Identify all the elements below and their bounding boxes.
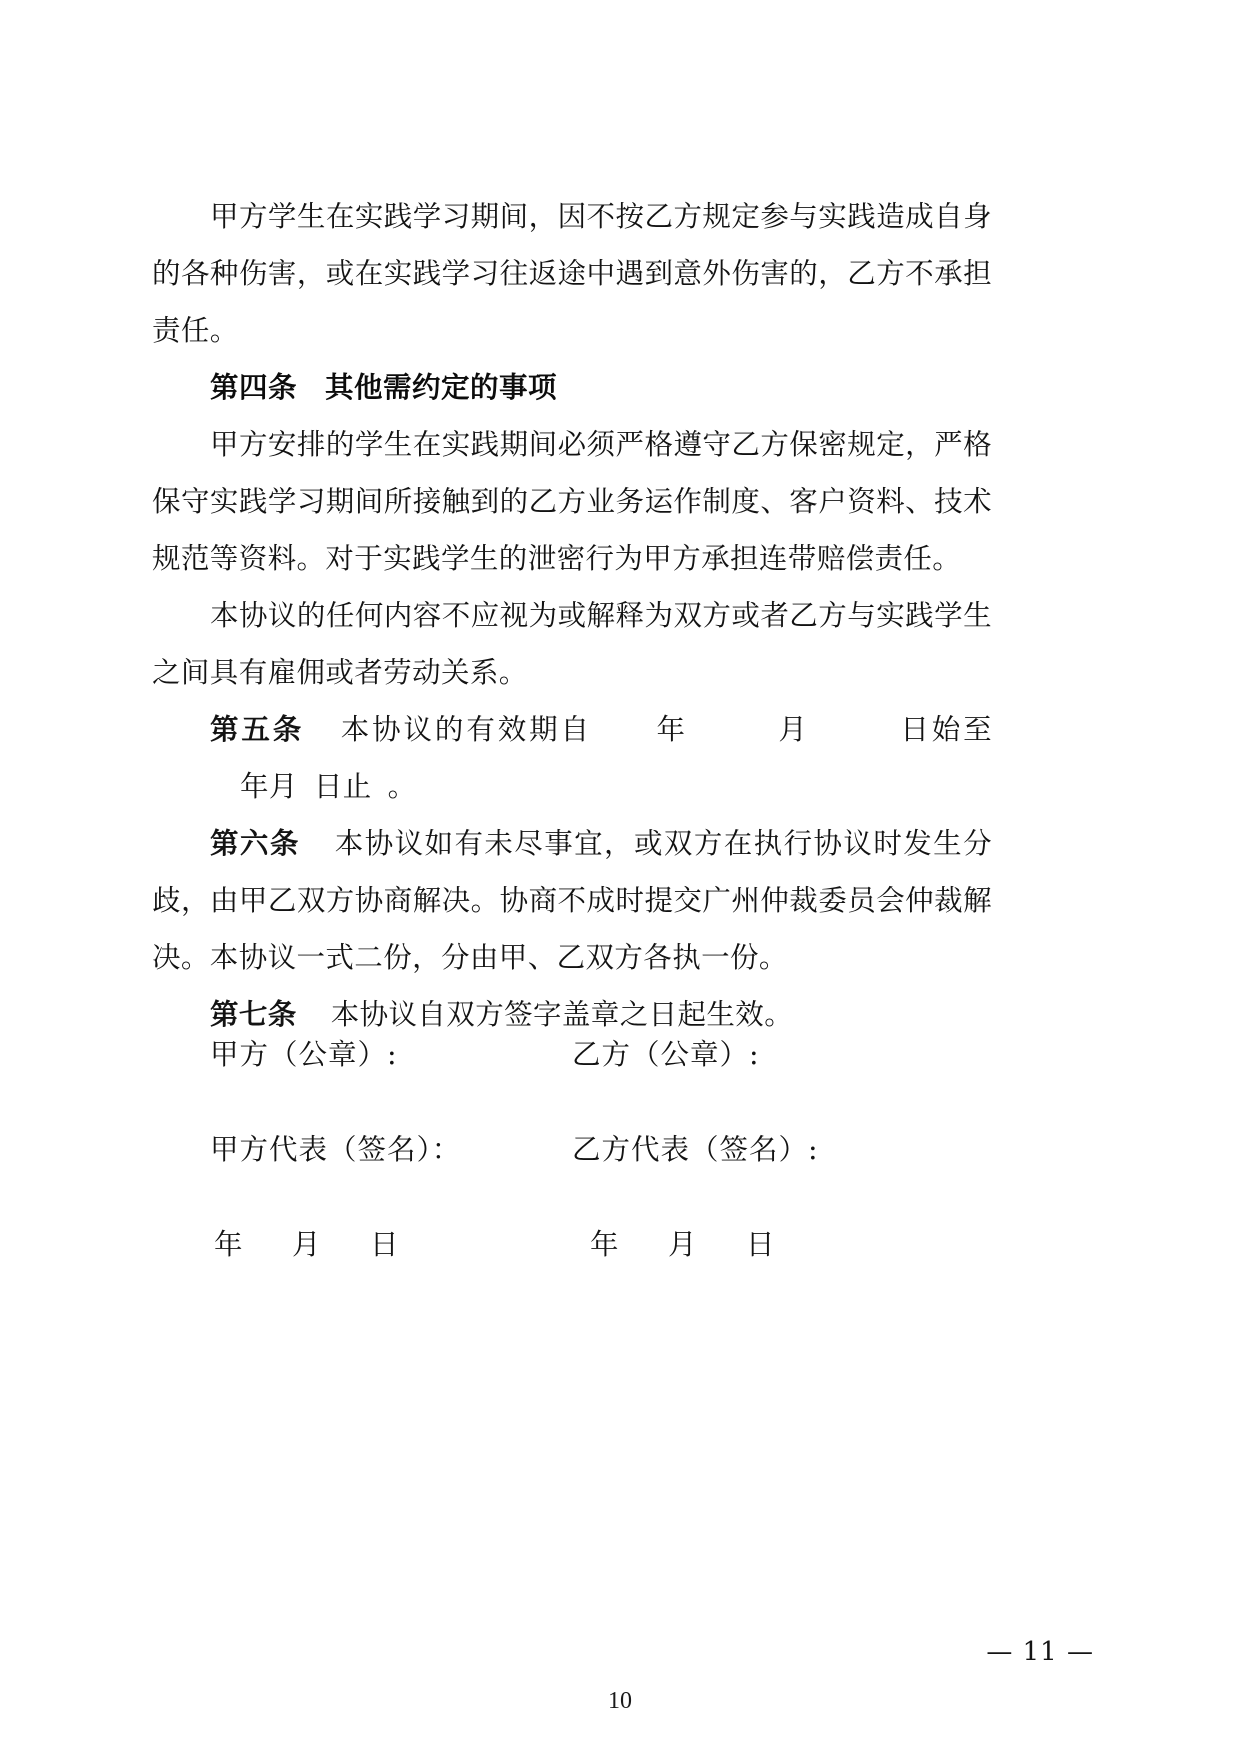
document-body	[152, 188, 992, 1043]
clause-five-month-1: 月	[775, 713, 810, 746]
section-heading-title: 其他需约定的事项	[325, 370, 558, 404]
party-a-seal-label: 甲方（公章）:	[210, 1038, 398, 1071]
signature-row-representatives	[152, 1121, 992, 1178]
party-a-date-line	[152, 1216, 572, 1273]
signature-row-dates	[152, 1216, 992, 1273]
clause-five-day-1: 日始至	[897, 713, 993, 746]
party-a-date-month: 月	[292, 1228, 321, 1261]
signature-block	[152, 1026, 992, 1273]
paragraph-no-employment: 本协议的任何内容不应视为或解释为双方或者乙方与实践学生之间具有雇佣或者劳动关系。	[152, 599, 992, 689]
clause-five-day-2: 日止	[313, 770, 372, 803]
party-b-date-day: 日	[746, 1228, 775, 1261]
clause-six-label: 第六条	[210, 826, 300, 860]
paragraph-injury-liability: 甲方学生在实践学习期间，因不按乙方规定参与实践造成自身的各种伤害，或在实践学习往返途中遇到意外伤害的，乙方不承担责任。	[152, 200, 992, 347]
clause-five-year-1: 年	[653, 713, 688, 746]
party-b-representative-label: 乙方代表（签名）:	[572, 1133, 819, 1166]
section-heading-label: 第四条	[210, 370, 298, 404]
party-b-date-line	[572, 1216, 824, 1273]
clause-five-year-2: 年	[240, 770, 269, 803]
clause-seven-label: 第七条	[210, 997, 297, 1031]
clause-seven-text: 本协议自双方签字盖章之日起生效。	[330, 998, 794, 1031]
paragraph-confidentiality: 甲方安排的学生在实践期间必须严格遵守乙方保密规定，严格保守实践学习期间所接触到的乙方业务运作制度、客户资料、技术规范等资料。对于实践学生的泄密行为甲方承担连带赔偿责任。	[152, 428, 992, 575]
party-a-date-day: 日	[370, 1228, 399, 1261]
clause-five-end: 。	[387, 770, 417, 803]
party-a-representative-label: 甲方代表（签名）：	[210, 1133, 462, 1166]
party-b-date-year: 年	[590, 1228, 619, 1261]
clause-six	[152, 815, 992, 986]
party-b-seal-label: 乙方（公章）:	[572, 1038, 760, 1071]
party-a-date-year: 年	[214, 1228, 243, 1261]
page-marker: — 11 —	[986, 1637, 1094, 1667]
clause-five	[152, 701, 992, 815]
clause-six-text: 本协议如有未尽事宜，或双方在执行协议时发生分歧，由甲乙双方协商解决。协商不成时提交广州仲裁委员会仲裁解决。本协议一式二份，分由甲、乙双方各执一份。	[152, 827, 992, 974]
party-b-date-month: 月	[668, 1228, 697, 1261]
clause-five-text: 本协议的有效期自	[338, 713, 592, 746]
page-number: 10	[608, 1688, 632, 1714]
clause-five-label: 第五条	[210, 712, 305, 746]
section-heading-article-four	[152, 359, 992, 416]
signature-row-seals	[152, 1026, 992, 1083]
clause-five-month-2: 月	[268, 770, 298, 803]
